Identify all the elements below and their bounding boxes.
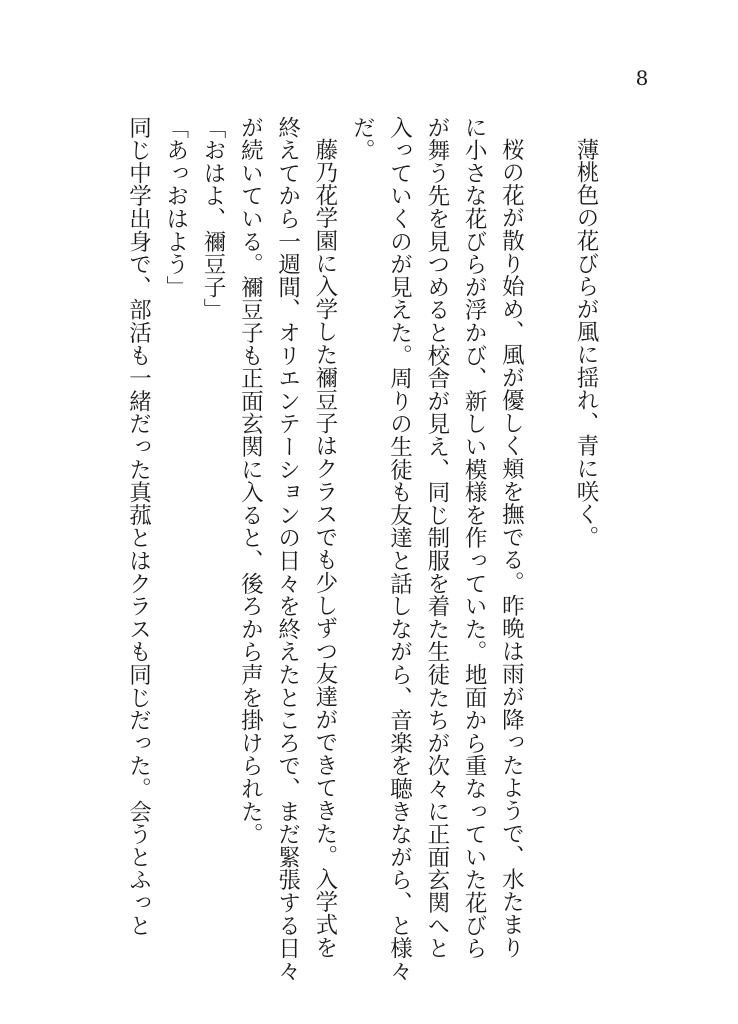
paragraph-line: だ。 bbox=[349, 116, 376, 162]
paragraph-line: が舞う先を見つめると校舎が見え、同じ制服を着た生徒たちが次々に正面玄関へと bbox=[423, 116, 450, 960]
vertical-text-body bbox=[125, 116, 604, 983]
paragraph-line: 同じ中学出身で、部活も一緒だった真菰とはクラスも同じだった。会うとふっと bbox=[125, 116, 152, 937]
dialogue-line: 「おはよ、禰豆子」 bbox=[200, 116, 227, 322]
paragraph-line: が続いている。禰豆子も正面玄関に入ると、後ろから声を掛けられた。 bbox=[237, 116, 264, 846]
chapter-title: 薄桃色の花びらが風に揺れ、青に咲く。 bbox=[573, 138, 599, 549]
dialogue-line: 「あっおはよう」 bbox=[162, 116, 189, 299]
paragraph-line: 終えてから一週間、オリエンテーションの日々を終えたところで、まだ緊張する日々 bbox=[274, 116, 301, 983]
paragraph-line: 入っていくのが見えた。周りの生徒も友達と話しながら、音楽を聴きながら、と様々 bbox=[386, 116, 413, 983]
blank-line bbox=[529, 116, 566, 916]
page-number: 8 bbox=[635, 66, 649, 90]
paragraph-line: 桜の花が散り始め、風が優しく頬を撫でる。昨晩は雨が降ったようで、水たまり bbox=[498, 138, 525, 959]
paragraph-line: に小さな花びらが浮かび、新しい模様を作っていた。地面から重なっていた花びら bbox=[461, 116, 488, 960]
paragraph-line: 藤乃花学園に入学した禰豆子はクラスでも少しずつ友達ができてきた。入学式を bbox=[311, 138, 338, 959]
